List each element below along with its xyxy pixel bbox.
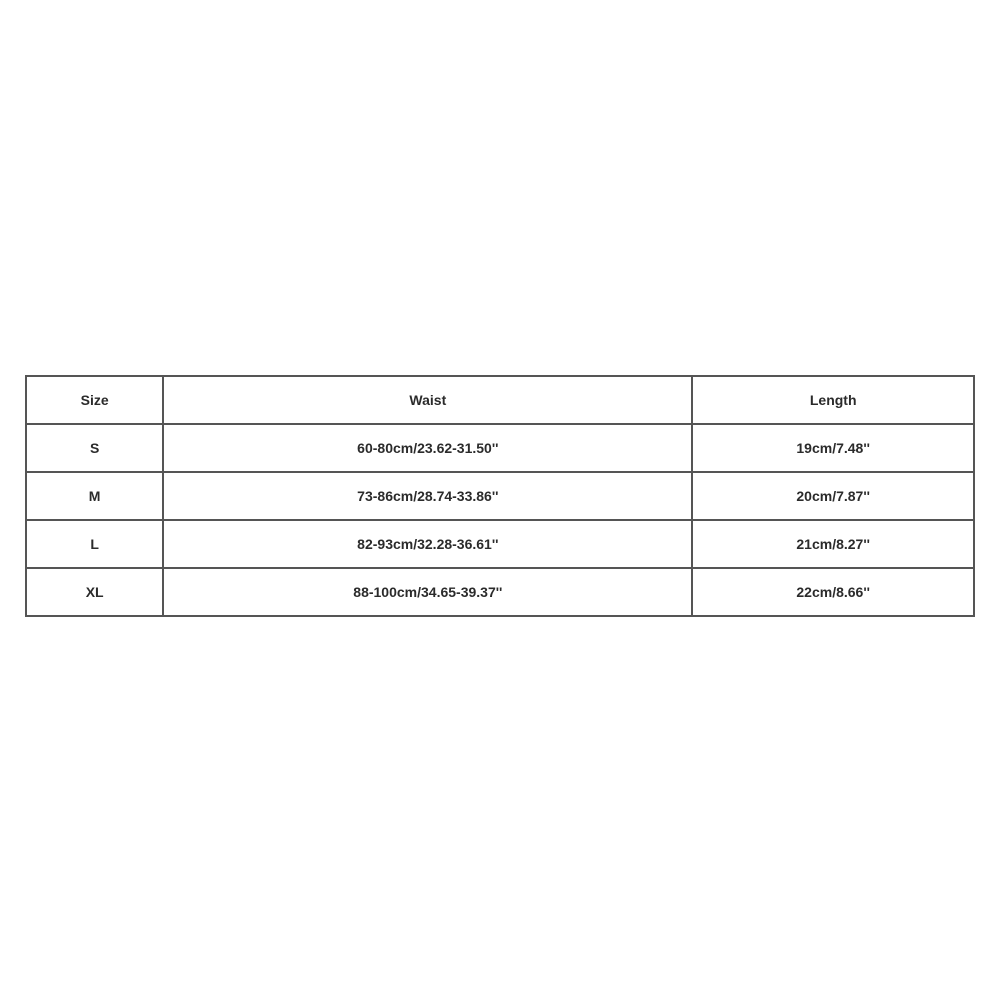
- cell-length: 21cm/8.27'': [692, 520, 974, 568]
- cell-waist: 82-93cm/32.28-36.61'': [163, 520, 692, 568]
- header-waist: Waist: [163, 376, 692, 424]
- cell-size: XL: [26, 568, 163, 616]
- header-size: Size: [26, 376, 163, 424]
- table-row: [26, 520, 974, 568]
- cell-size: L: [26, 520, 163, 568]
- cell-waist: 88-100cm/34.65-39.37'': [163, 568, 692, 616]
- cell-length: 20cm/7.87'': [692, 472, 974, 520]
- size-chart-table: [25, 375, 975, 617]
- cell-waist: 73-86cm/28.74-33.86'': [163, 472, 692, 520]
- cell-size: M: [26, 472, 163, 520]
- cell-length: 19cm/7.48'': [692, 424, 974, 472]
- table-row: [26, 424, 974, 472]
- table-row: [26, 472, 974, 520]
- cell-waist: 60-80cm/23.62-31.50'': [163, 424, 692, 472]
- cell-size: S: [26, 424, 163, 472]
- header-length: Length: [692, 376, 974, 424]
- cell-length: 22cm/8.66'': [692, 568, 974, 616]
- table-header-row: [26, 376, 974, 424]
- table-row: [26, 568, 974, 616]
